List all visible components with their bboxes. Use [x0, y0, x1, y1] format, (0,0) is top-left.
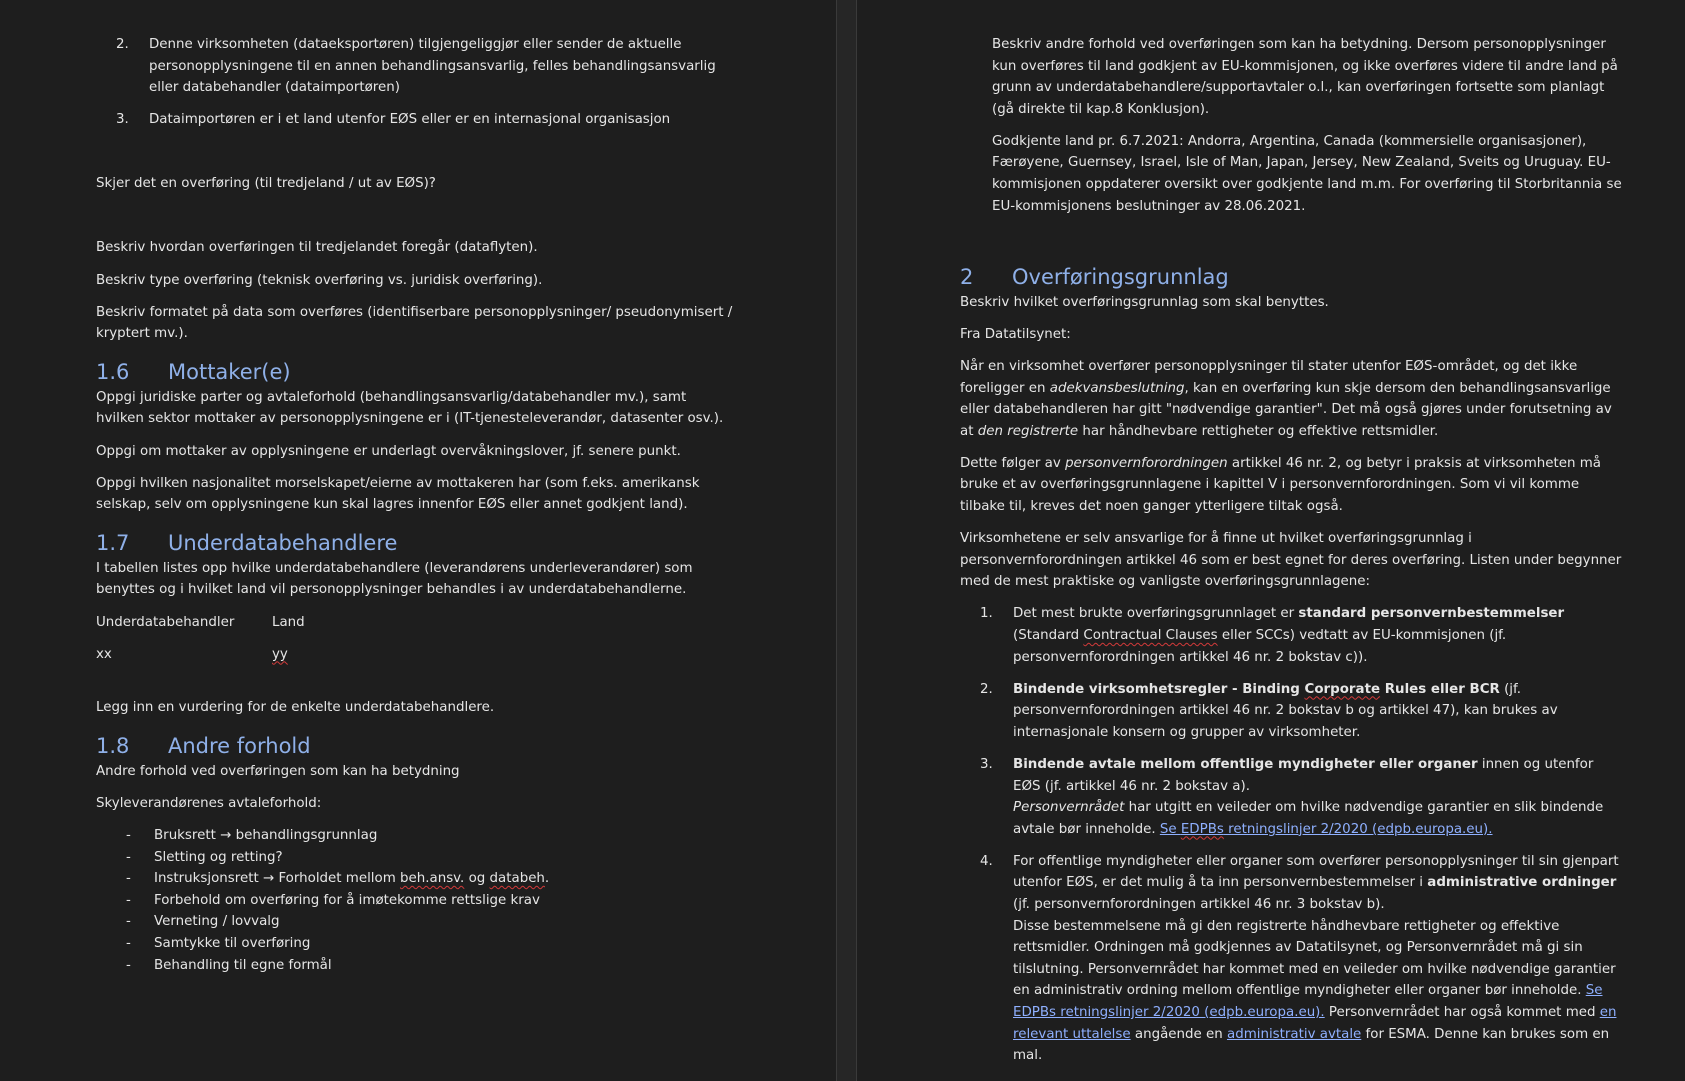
paragraph: Virksomhetene er selv ansvarlige for å finne ut hvilket overføringsgrunnlag i personvernforordningen artikkel 46 som er best egnet for deres overføring. Listen under begynner med de mest praktiske og vanligste overføringsgrunnlagene:: [960, 531, 1622, 590]
list-item: - Sletting og retting?: [126, 849, 283, 865]
heading-number: 1.8: [96, 733, 130, 758]
table-header-country: Land: [272, 614, 305, 630]
heading-number: 1.6: [96, 359, 130, 384]
list-item: 2. Bindende virksomhetsregler - Binding Corporate Rules eller BCR (jf. personvernforordningen artikkel 46 nr. 2 bokstav b og artikkel 47), kan brukes av internasjonale konsern og grupper av virksomheter.: [980, 681, 1558, 740]
list-item: [96, 34, 736, 99]
numbered-list: [960, 603, 1625, 1066]
list-item-text: Dataimportøren er i et land utenfor EØS eller er en internasjonal organisasjon: [149, 112, 671, 128]
table-header-subprocessor: Underdatabehandler: [96, 614, 235, 630]
arrow-icon: →: [262, 871, 275, 887]
paragraph: Når en virksomhet overfører personopplysninger til stater utenfor EØS-området, og det ikke foreligger en adekvansbeslutning, kan en overføring kun skje dersom den behandlingsansvarlige eller databehandleren har gitt "nødvendige garantier". Det må også gjøres under forutsetning av at den registrerte har håndhevbare rettigheter og effektive rettsmidler.: [960, 358, 1612, 439]
list-item: 1. Det mest brukte overføringsgrunnlaget er standard personvernbestemmelser (Standard Contractual Clauses eller SCCs) vedtatt av EU-kommisjonen (jf. personvernforordningen artikkel 46 nr. 2 bokstav c)).: [980, 606, 1565, 665]
describe-type: Beskriv type overføring (teknisk overføring vs. juridisk overføring).: [96, 272, 543, 288]
paragraph: Dette følger av personvernforordningen artikkel 46 nr. 2, og betyr i praksis at virksomheten må bruke et av overføringsgrunnlagene i kapittel V i personvernforordningen. Som vi vil komme tilbake til, kreves det noen ganger ytterligere tiltak også.: [960, 455, 1601, 514]
paragraph: Godkjente land pr. 6.7.2021: Andorra, Argentina, Canada (kommersielle organisasjoner), Færøyene, Guernsey, Israel, Isle of Man, Japan, Jersey, New Zealand, Sveits og Uruguay. EU-kommisjonen oppdaterer oversikt over godkjente land m.m. For overføring til Storbritannia se EU-kommisjonens beslutninger av 28.06.2021.: [992, 133, 1622, 214]
edpb-guidelines-link-2[interactable]: Se EDPBs retningslinjer 2/2020 (edpb.europa.eu).: [1013, 983, 1603, 1020]
heading-title: Underdatabehandlere: [168, 530, 398, 555]
table-row: [96, 644, 736, 666]
paragraph: Beskriv hvilket overføringsgrunnlag som skal benyttes.: [960, 294, 1329, 310]
paragraph: Oppgi om mottaker av opplysningene er underlagt overvåkningslover, jf. senere punkt.: [96, 443, 681, 459]
heading-title: Overføringsgrunnlag: [1012, 264, 1229, 289]
heading-1-7: [96, 528, 736, 558]
list-item: [96, 109, 736, 131]
paragraph: Oppgi juridiske parter og avtaleforhold (behandlingsansvarlig/databehandler mv.), samt hvilken sektor mottaker av personopplysningene er i (IT-tjenesteleverandør, datasenter osv.).: [96, 389, 724, 427]
administrative-agreement-link[interactable]: administrativ avtale: [1226, 1026, 1362, 1042]
numbered-list: [96, 34, 736, 131]
document-page-left[interactable]: [0, 0, 836, 1081]
list-item: - Instruksjonsrett → Forholdet mellom beh.ansv. og databeh.: [126, 871, 550, 887]
paragraph: Andre forhold ved overføringen som kan ha betydning: [96, 763, 460, 779]
list-number: 3.: [116, 112, 129, 128]
paragraph: I tabellen listes opp hvilke underdatabehandlere (leverandørens underleverandører) som benyttes og i hvilket land vil personopplysninger behandles i av underdatabehandlerne.: [96, 560, 693, 598]
describe-flow: Beskriv hvordan overføringen til tredjelandet foregår (dataflyten).: [96, 240, 538, 256]
arrow-icon: →: [220, 827, 232, 843]
list-item: - Samtykke til overføring: [126, 935, 311, 951]
paragraph: Legg inn en vurdering for de enkelte underdatabehandlere.: [96, 700, 495, 716]
paragraph: Beskriv andre forhold ved overføringen som kan ha betydning. Dersom personopplysninger kun overføres til land godkjent av EU-kommisjonen, og ikke overføres videre til andre land på grunn av underdatabehandlere/supportavtaler o.l., kan overføringen fortsette som planlagt (gå direkte til kap.8 Konklusjon).: [992, 37, 1618, 117]
document-page-right[interactable]: [857, 0, 1685, 1081]
dash-list: [96, 825, 736, 976]
heading-title: Mottaker(e): [168, 359, 291, 384]
heading-number: 1.7: [96, 530, 130, 555]
relevant-statement-link[interactable]: en relevant uttalelse: [1013, 1004, 1617, 1042]
heading-number: 2: [960, 264, 974, 289]
heading-title: Andre forhold: [168, 733, 311, 758]
question-text: Skjer det en overføring (til tredjeland / ut av EØS)?: [96, 176, 436, 192]
list-number: 2.: [116, 37, 129, 52]
paragraph: Oppgi hvilken nasjonalitet morselskapet/eierne av mottakeren har (som f.eks. amerikansk selskap, selv om opplysningene kun skal lagres innenfor EØS eller annet godkjent land).: [96, 475, 700, 513]
edpb-guidelines-link[interactable]: Se EDPBs retningslinjer 2/2020 (edpb.europa.eu).: [1159, 821, 1493, 837]
describe-format: Beskriv formatet på data som overføres (identifiserbare personopplysninger/ pseudonymisert / kryptert mv.).: [96, 304, 733, 342]
list-item: - Verneting / lovvalg: [126, 914, 280, 930]
paragraph: Skyleverandørenes avtaleforhold:: [96, 795, 322, 811]
list-item: - Bruksrett → behandlingsgrunnlag: [126, 827, 378, 843]
list-item-text: Denne virksomheten (dataeksportøren) tilgjengeliggjør eller sender de aktuelle personopplysningene til en annen behandlingsansvarlig, felles behandlingsansvarlig eller databehandler (dataimportøren): [149, 37, 716, 96]
heading-1-8: [96, 731, 736, 761]
heading-1-6: [96, 357, 736, 387]
table-cell: xx: [96, 646, 112, 662]
list-item: - Behandling til egne formål: [126, 957, 332, 973]
table-header-row: [96, 612, 736, 634]
heading-2: [960, 262, 1625, 292]
list-item: - Forbehold om overføring for å imøtekomme rettslige krav: [126, 892, 540, 908]
list-item: 4. For offentlige myndigheter eller organer som overfører personopplysninger til sin gjenpart utenfor EØS, er det mulig å ta inn personvernbestemmelser i administrative ordninger (jf. personvernforordningen artikkel 46 nr. 3 bokstav b). Disse bestemmelsene må gi den registrerte håndhevbare rettigheter og effektive rettsmidler. Ordningen må godkjennes av Datatilsynet, og Personvernrådet må gi sin tilslutning. Personvernrådet har kommet med en veileder om hvilke nødvendige garantier en administrativ ordning mellom offentlige myndigheter eller organer bør inneholde. Se EDPBs retningslinjer 2/2020 (edpb.europa.eu). Personvernrådet har også kommet med en relevant uttalelse angående en administrativ avtale for ESMA. Denne kan brukes som en mal.: [980, 853, 1619, 1064]
page-gutter: [836, 0, 857, 1081]
table-cell: yy: [272, 646, 288, 662]
list-item: 3. Bindende avtale mellom offentlige myndigheter eller organer innen og utenfor EØS (jf. artikkel 46 nr. 2 bokstav a). Personvernrådet har utgitt en veileder om hvilke nødvendige garantier en slik bindende avtale bør inneholde. Se EDPBs retningslinjer 2/2020 (edpb.europa.eu).: [980, 756, 1604, 837]
paragraph: Fra Datatilsynet:: [960, 326, 1071, 342]
